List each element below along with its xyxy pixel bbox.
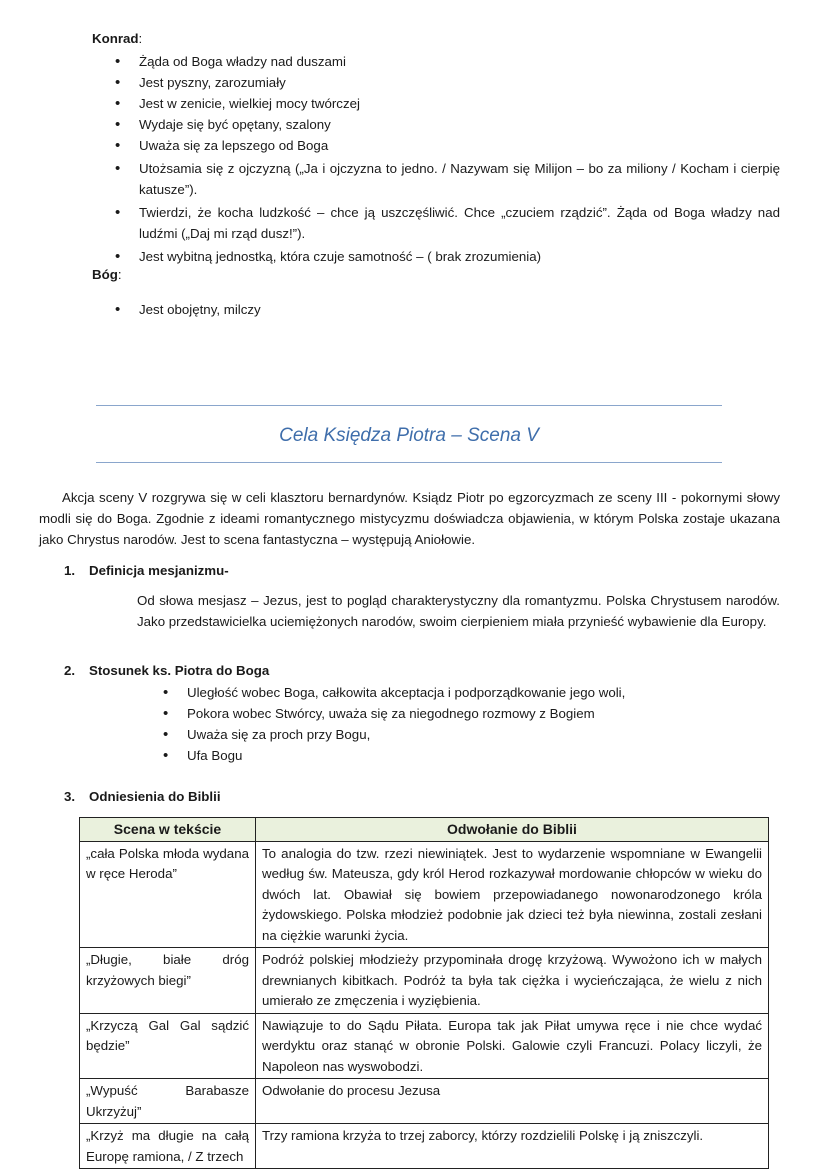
konrad-heading: Konrad: xyxy=(92,31,143,46)
piotr-attitude-list xyxy=(163,682,723,766)
list-item: • Jest wybitną jednostką, która czuje samotność – ( brak zrozumienia) xyxy=(115,246,780,267)
table-row xyxy=(80,948,769,1014)
bog-traits-list xyxy=(115,299,615,320)
section-heading-messianism: 1. Definicja mesjanizmu- xyxy=(64,563,229,578)
table-row xyxy=(80,1079,769,1124)
table-cell: „Krzyż ma długie na całą Europę ramiona, / Z trzech xyxy=(80,1124,256,1169)
heading-rule-bottom xyxy=(96,462,722,463)
table-cell: Trzy ramiona krzyża to trzej zaborcy, którzy rozdzielili Polskę i ją zniszczyli. xyxy=(256,1124,769,1169)
list-item: • Twierdzi, że kocha ludzkość – chce ją uszczęśliwić. Chce „czuciem rządzić”. Żąda od Boga władzy nad ludźmi („Daj mi rząd dusz!”). xyxy=(115,202,780,244)
table-cell: Nawiązuje to do Sądu Piłata. Europa tak jak Piłat umywa ręce i nie chce wydać werdyktu oraz stanąć w obronie Polski. Galowie czyli Francuzi. Polacy liczyli, że Napoleon nas wyswobodzi. xyxy=(256,1013,769,1079)
list-item: • Uważa się za proch przy Bogu, xyxy=(163,724,723,745)
table-cell: „Długie, białe dróg krzyżowych biegi” xyxy=(80,948,256,1014)
table-row xyxy=(80,841,769,948)
list-item: • Utożsamia się z ojczyzną („Ja i ojczyzna to jedno. / Nazywam się Milijon – bo za miliony / Kocham i cierpię katusze”). xyxy=(115,158,780,200)
table-row xyxy=(80,1013,769,1079)
list-item: • Jest obojętny, milczy xyxy=(115,299,615,320)
konrad-traits-list xyxy=(115,51,780,267)
section-heading-piotr: 2. Stosunek ks. Piotra do Boga xyxy=(64,663,270,678)
messianism-definition: Od słowa mesjasz – Jezus, jest to pogląd charakterystyczny dla romantyzmu. Polska Chrystusem narodów. Jako przedstawicielka uciemiężonych narodów, swoim cierpieniem miała przynieść wybawienie dla Europy. xyxy=(137,593,780,629)
table-row xyxy=(80,1124,769,1169)
list-item: • Żąda od Boga władzy nad duszami xyxy=(115,51,780,72)
scene-title: Cela Księdza Piotra – Scena V xyxy=(279,425,539,446)
table-cell: „Krzyczą Gal Gal sądzić będzie” xyxy=(80,1013,256,1079)
bog-heading: Bóg: xyxy=(92,267,122,282)
list-item: • Uważa się za lepszego od Boga xyxy=(115,135,780,156)
section-heading-bible: 3. Odniesienia do Biblii xyxy=(64,789,221,804)
list-item: • Pokora wobec Stwórcy, uważa się za niegodnego rozmowy z Bogiem xyxy=(163,703,723,724)
table-cell: Odwołanie do procesu Jezusa xyxy=(256,1079,769,1124)
list-item: • Jest pyszny, zarozumiały xyxy=(115,72,780,93)
table-cell: To analogia do tzw. rzezi niewiniątek. Jest to wydarzenie wspomniane w Ewangelii według św. Mateusza, gdy król Herod rozkazywał mordowanie chłopców w wieku do dwóch lat. Obawiał się bowiem przepowiadanego nowonarodzonego króla żydowskiego. Polska młodzież podobnie jak dzieci też była niewinna, zostali zesłani na ciężkie warunki życia. xyxy=(256,841,769,948)
table-cell: „Wypuść Barabasze Ukrzyżuj” xyxy=(80,1079,256,1124)
table-header-row xyxy=(80,818,769,842)
list-item: • Jest w zenicie, wielkiej mocy twórczej xyxy=(115,93,780,114)
column-header: Scena w tekście xyxy=(80,818,256,842)
column-header: Odwołanie do Biblii xyxy=(256,818,769,842)
table-cell: Podróż polskiej młodzieży przypominała drogę krzyżową. Wywożono ich w małych drewnianych kibitkach. Podróż ta była tak ciężka i wycieńczająca, że wielu z nich umierało ze zmęczenia i wyziębienia. xyxy=(256,948,769,1014)
list-item: • Wydaje się być opętany, szalony xyxy=(115,114,780,135)
heading-rule-top xyxy=(96,405,722,406)
scene-intro-paragraph: Akcja sceny V rozgrywa się w celi klasztoru bernardynów. Ksiądz Piotr po egzorcyzmach ze sceny III - pokornymi słowy modli się do Boga. Zgodnie z ideami romantycznego mistycyzmu doświadcza objawienia, w którym Polska zostaje ukazana jako Chrystus narodów. Jest to scena fantastyczna – występują Aniołowie. xyxy=(39,490,780,547)
table-cell: „cała Polska młoda wydana w ręce Heroda” xyxy=(80,841,256,948)
list-item: • Uległość wobec Boga, całkowita akceptacja i podporządkowanie jego woli, xyxy=(163,682,723,703)
bible-references-table xyxy=(79,817,769,1169)
list-item: • Ufa Bogu xyxy=(163,745,723,766)
